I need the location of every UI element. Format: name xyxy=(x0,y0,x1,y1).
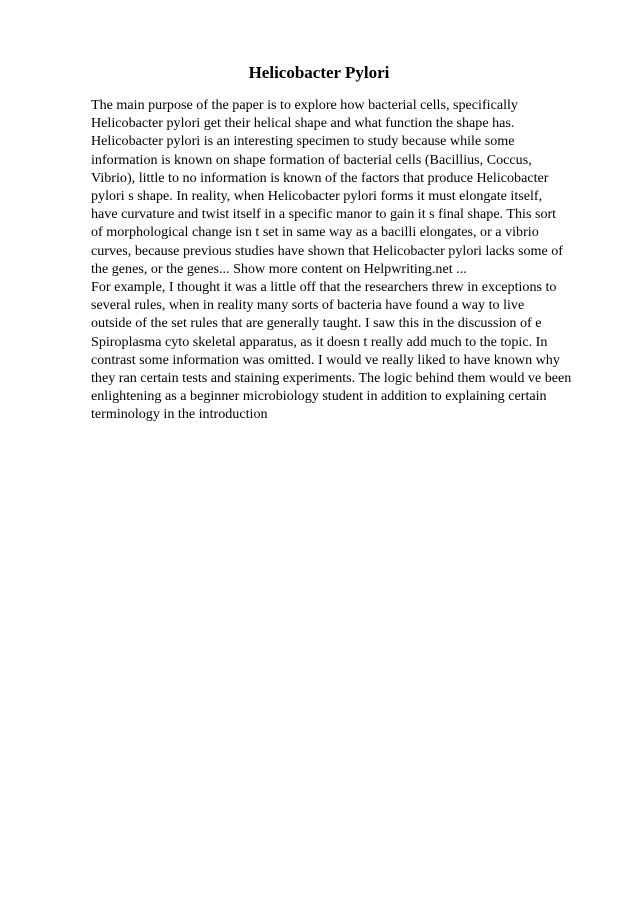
body-line: Spiroplasma cyto skeletal apparatus, as it doesn t really add much to the topic. In xyxy=(91,333,548,350)
body-line: enlightening as a beginner microbiology student in addition to explaining certain xyxy=(91,388,547,405)
body-line: Helicobacter pylori get their helical shape and what function the shape has. xyxy=(91,115,515,132)
body-line: outside of the set rules that are generally taught. I saw this in the discussion of e xyxy=(91,315,542,332)
body-line: contrast some information was omitted. I would ve really liked to have known why xyxy=(91,351,560,368)
body-line: pylori s shape. In reality, when Helicobacter pylori forms it must elongate itself, xyxy=(91,188,543,205)
body-line: curves, because previous studies have shown that Helicobacter pylori lacks some of xyxy=(91,242,563,259)
body-line: they ran certain tests and staining experiments. The logic behind them would ve been xyxy=(91,370,572,387)
body-line: For example, I thought it was a little off that the researchers threw in exceptions to xyxy=(91,279,557,296)
body-line: Vibrio), little to no information is known of the factors that produce Helicobacter xyxy=(91,169,549,186)
body-line: Helicobacter pylori is an interesting specimen to study because while some xyxy=(91,133,515,150)
body-line: The main purpose of the paper is to explore how bacterial cells, specifically xyxy=(91,97,518,113)
body-line: the genes, or the genes... Show more content on Helpwriting.net ... xyxy=(91,260,467,277)
body-line: information is known on shape formation of bacterial cells (Bacillius, Coccus, xyxy=(91,151,532,168)
body-line: terminology in the introduction xyxy=(91,406,268,423)
body-line: of morphological change isn t set in same way as a bacilli elongates, or a vibrio xyxy=(91,224,539,241)
body-line: several rules, when in reality many sorts of bacteria have found a way to live xyxy=(91,297,525,314)
document-body xyxy=(91,96,591,424)
body-line: have curvature and twist itself in a specific manor to gain it s final shape. This sort xyxy=(91,206,557,223)
document-title: Helicobacter Pylori xyxy=(248,63,390,82)
